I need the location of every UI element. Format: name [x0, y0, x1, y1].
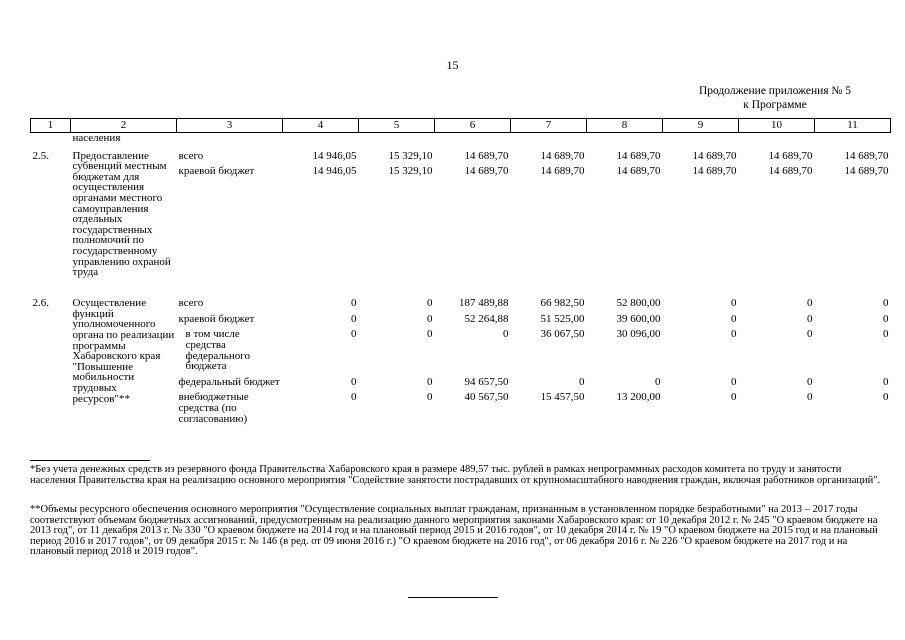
value-cell: 14 946,05: [312, 149, 357, 162]
value-cell: 0: [351, 297, 357, 310]
value-cell: 0: [807, 297, 813, 310]
value-cell: 0: [427, 391, 433, 404]
measure-name: Предоставление субвенций местным бюджетам для осуществления органами местного самоуправления отдельных государственных полномочий по государственному управлению охраной труда: [72, 149, 171, 279]
value-cell: 0: [807, 312, 813, 325]
header-col-9: 9: [663, 119, 739, 133]
page-number: 15: [446, 58, 459, 72]
value-cell: 14 689,70: [540, 165, 585, 178]
value-cell: 40 567,50: [464, 391, 509, 404]
header-col-3: 3: [177, 119, 283, 133]
header-col-10: 10: [739, 119, 815, 133]
measure-name: Осуществление функций уполномоченного органа по реализации программы Хабаровского края "Повышение мобильности трудовых ресурсов"**: [72, 297, 175, 405]
value-cell: 14 689,70: [616, 149, 661, 162]
carryover-text: населения: [72, 132, 121, 144]
value-cell: 52 264,88: [464, 312, 509, 325]
value-cell: 0: [731, 297, 737, 310]
value-cell: 14 689,70: [768, 165, 813, 178]
header-col-4: 4: [283, 119, 359, 133]
value-cell: 13 200,00: [616, 391, 661, 404]
value-cell: 0: [807, 375, 813, 388]
value-cell: 14 689,70: [692, 149, 737, 162]
table-row: [31, 144, 891, 162]
value-cell: 0: [807, 328, 813, 341]
page-end-rule: [408, 597, 498, 598]
appendix-note-line2: к Программе: [743, 99, 807, 111]
value-cell: 39 600,00: [616, 312, 661, 325]
value-cell: 36 067,50: [540, 328, 585, 341]
value-cell: 14 689,70: [616, 165, 661, 178]
value-cell: 0: [655, 375, 661, 388]
funding-source: федеральный бюджет: [178, 375, 280, 388]
footnote-separator: [30, 460, 150, 461]
header-col-5: 5: [359, 119, 435, 133]
value-cell: 52 800,00: [616, 297, 661, 310]
funding-source: краевой бюджет: [178, 165, 255, 178]
value-cell: 0: [427, 375, 433, 388]
value-cell: 0: [351, 328, 357, 341]
carryover-row: [31, 133, 891, 144]
value-cell: 0: [883, 297, 889, 310]
resource-table: [30, 118, 891, 424]
footnote-1: *Без учета денежных средств из резервного фонда Правительства Хабаровского края в размере 489,57 тыс. рублей в рамках непрограммных расходов комитета по труду и занятости населения Правительства края на реализацию основного мероприятия "Содействие занятости пострадавших от крупномасштабного наводнения граждан, включая работников организаций".: [30, 464, 881, 486]
value-cell: 0: [731, 328, 737, 341]
header-col-6: 6: [435, 119, 511, 133]
funding-source: всего: [178, 149, 204, 162]
value-cell: 14 689,70: [844, 165, 889, 178]
value-cell: 0: [351, 375, 357, 388]
header-row: [31, 119, 891, 133]
header-col-7: 7: [511, 119, 587, 133]
footnote-2: **Объемы ресурсного обеспечения основного мероприятия "Осуществление социальных выплат гражданам, признанным в установленном порядке безработными" на 2013 – 2017 годы соответствуют объемам бюджетных ассигнований, предусмотренным на реализацию данного мероприятия законами Хабаровского края: от 10 декабря 2012 г. № 245 "О краевом бюджете на 2013 год", от 11 декабря 2013 г. № 330 "О краевом бюджете на 2014 год и на плановый период 2015 и 2016 годов", от 10 декабря 2014 г. № 19 "О краевом бюджете на 2015 год и на плановый период 2016 и 2017 годов", от 09 декабря 2015 г. № 146 (в ред. от 09 июня 2016 г.) "О краевом бюджете на 2016 год", от 06 декабря 2016 г. № 226 "О краевом бюджете на 2017 год и на плановый период 2018 и 2019 годов".: [30, 504, 878, 558]
value-cell: 0: [731, 391, 737, 404]
value-cell: 0: [503, 328, 509, 341]
value-cell: 0: [351, 312, 357, 325]
table-row: [31, 291, 891, 309]
value-cell: 14 689,70: [540, 149, 585, 162]
value-cell: 15 329,10: [388, 165, 433, 178]
value-cell: 0: [883, 391, 889, 404]
value-cell: 0: [883, 328, 889, 341]
value-cell: 15 457,50: [540, 391, 585, 404]
value-cell: 14 689,70: [768, 149, 813, 162]
value-cell: 14 946,05: [312, 165, 357, 178]
appendix-continuation-note: [670, 84, 880, 112]
value-cell: 0: [579, 375, 585, 388]
value-cell: 14 689,70: [464, 165, 509, 178]
value-cell: 94 657,50: [464, 375, 509, 388]
value-cell: 0: [883, 312, 889, 325]
value-cell: 15 329,10: [388, 149, 433, 162]
value-cell: 0: [731, 375, 737, 388]
funding-source: в том числе средства федерального бюджета: [185, 328, 250, 373]
value-cell: 51 525,00: [540, 312, 585, 325]
funding-source: краевой бюджет: [178, 312, 255, 325]
header-col-8: 8: [587, 119, 663, 133]
value-cell: 14 689,70: [844, 149, 889, 162]
value-cell: 0: [807, 391, 813, 404]
row-number: 2.6.: [32, 297, 49, 310]
value-cell: 0: [731, 312, 737, 325]
value-cell: 14 689,70: [692, 165, 737, 178]
value-cell: 0: [427, 312, 433, 325]
value-cell: 0: [883, 375, 889, 388]
funding-source: всего: [178, 297, 204, 310]
appendix-note-line1: Продолжение приложения № 5: [698, 85, 852, 97]
value-cell: 66 982,50: [540, 297, 585, 310]
value-cell: 30 096,00: [616, 328, 661, 341]
header-col-1: 1: [31, 119, 71, 133]
value-cell: 0: [351, 391, 357, 404]
value-cell: 0: [427, 328, 433, 341]
header-col-2: 2: [71, 119, 177, 133]
value-cell: 0: [427, 297, 433, 310]
row-number: 2.5.: [32, 149, 49, 162]
value-cell: 14 689,70: [464, 149, 509, 162]
funding-source: внебюджетные средства (по согласованию): [178, 391, 249, 425]
value-cell: 187 489,88: [459, 297, 509, 310]
header-col-11: 11: [815, 119, 891, 133]
